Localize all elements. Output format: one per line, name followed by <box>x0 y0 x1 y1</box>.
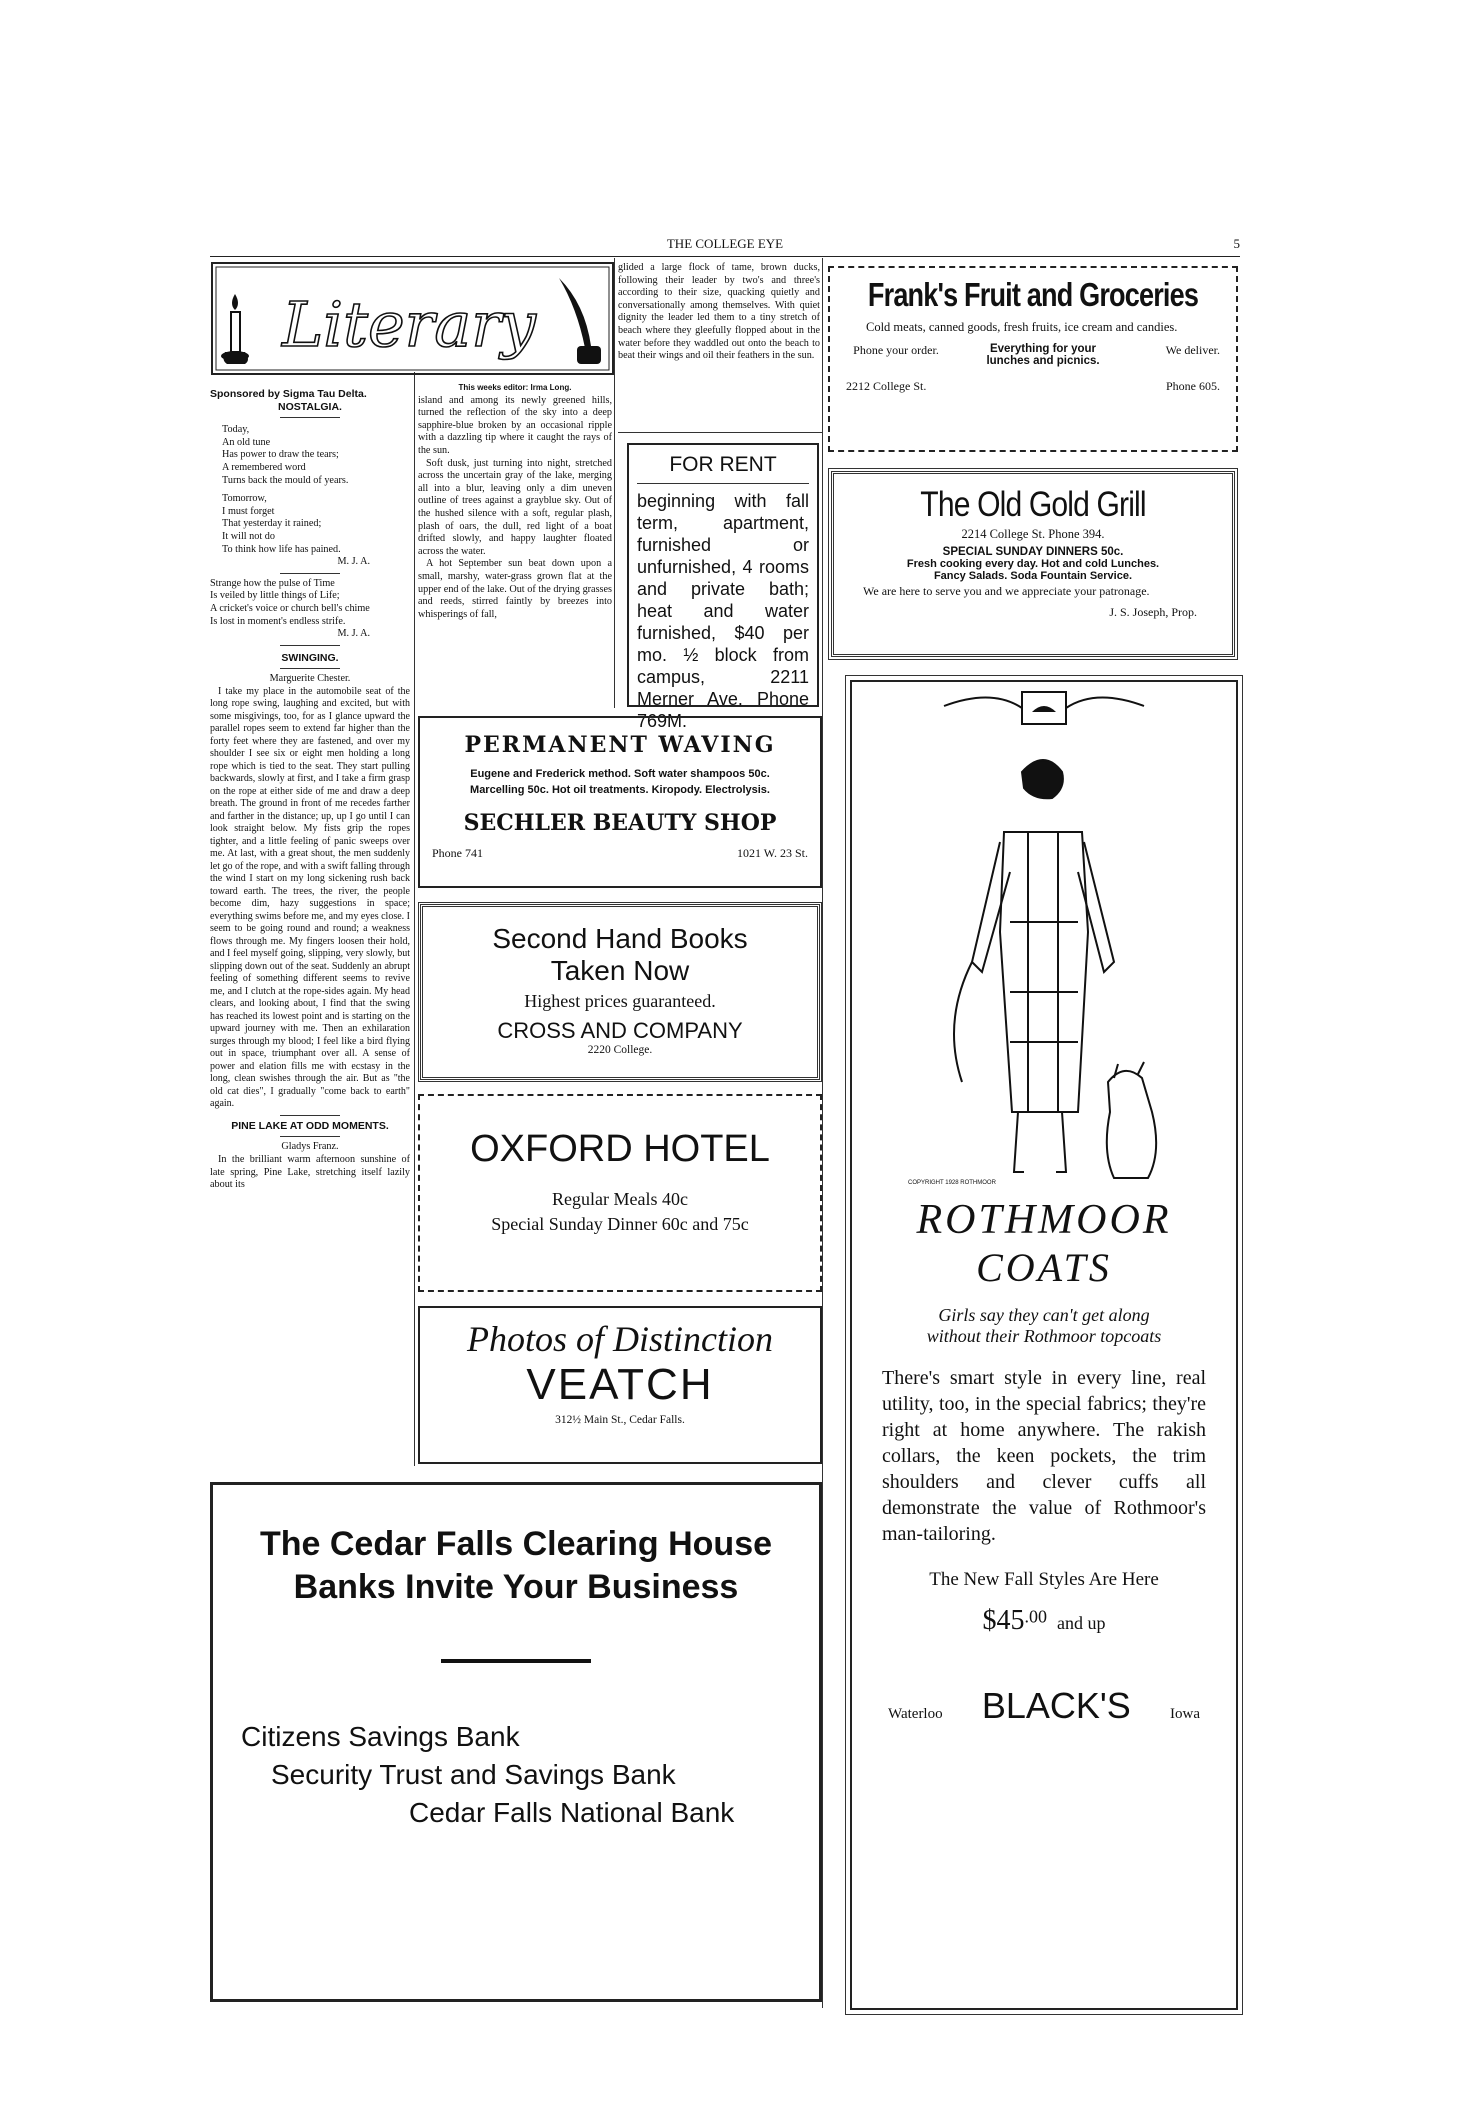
dog-icon <box>1107 1062 1156 1178</box>
rothmoor-illustration <box>852 682 1236 1202</box>
rothmoor-ad <box>850 680 1238 2010</box>
poem-line: A cricket's voice or church bell's chime <box>210 602 370 614</box>
poem-line: Is lost in moment's endless strife. <box>210 615 346 627</box>
swinging-text: I take my place in the automobile seat of the long rope swing, laughing and excited, but with some misgivings, too, for as I glance upward the parallel ropes seem to extend far higher than the forty feet where they are fastened, and over my shoulder I see six or eight men holding a long rope which is tied to the seat. They start pulling backwards, slowly at first, and I take a firm grasp on the rope at either side of me and draw a deep breath. The ground in front of me recedes farther and farther in the distance; up, up I go until I can look straight below. My fists grip the ropes tighter, and a little feeling of panic sweeps over me. At last, with a great shout, the men suddenly let go of the rope, and with a swift falling through the wind I start on my long sickening rush back toward earth. The trees, the river, the people become dim, hazy suggestions in space; everything swims before me, and my eyes close. I seem to be going round and round; a weakness flows through me. My fingers loosen their hold, and I feel myself going, slipping, very slowly, but slipping down out of the seat. Suddenly an abrupt feeling of something different seems to revive me, and I clutch at the rope-sides again. My head clears, and looking about, I find that the swing has reached its lowest point and is starting on the upward journey with me. Then an exhilaration surges through my blood; I feel like a bird flying out in space, triumphant over all. A sense of power and elation fills me with ecstasy in the long, clean swishes through the air. But as "the old cat dies", I gradually "come back to earth" again. <box>210 685 410 1110</box>
store-state: Iowa <box>1170 1706 1200 1722</box>
literary-banner-text: Literary <box>282 288 536 361</box>
store-name: BLACK'S <box>981 1685 1131 1726</box>
grill-special: SPECIAL SUNDAY DINNERS 50c. <box>942 546 1124 558</box>
poem-line: It will not do <box>222 530 275 542</box>
poem-line: Tomorrow, <box>222 493 267 505</box>
nostalgia-stanza-3 <box>210 578 410 628</box>
franks-line: Cold meats, canned goods, fresh fruits, ice cream and candies. <box>866 320 1178 334</box>
ornament-icon <box>944 692 1144 724</box>
swinging-author: Marguerite Chester. <box>269 673 351 685</box>
literary-sponsor: Sponsored by Sigma Tau Delta. <box>210 388 367 400</box>
price-cents: .00 <box>1024 1606 1047 1627</box>
poem-line: Turns back the mould of years. <box>222 474 349 486</box>
veatch-tagline: Photos of Distinction <box>467 1319 773 1359</box>
franks-row <box>830 335 1236 367</box>
swinging-title: SWINGING. <box>281 651 339 664</box>
poem-line: Strange how the pulse of Time <box>210 577 335 589</box>
poem-line: Has power to draw the tears; <box>222 449 339 461</box>
store-city: Waterloo <box>888 1706 943 1722</box>
grill-signature: J. S. Joseph, Prop. <box>1109 605 1197 619</box>
pine-lake-text-3: Soft dusk, just turning into night, stretched across the uncertain gray of the lake, merging all into a blur, leaving only a dim uneven outline of trees against a grayblue sky. Out of the hushed silence with a soft, regular plash, plash of oars, the dull, red light of a boat drifted slowly, and happy laughter floated across the water. <box>418 457 612 557</box>
grill-ad <box>828 468 1238 660</box>
grill-line-3: Fancy Salads. Soda Fountain Service. <box>933 570 1133 582</box>
price-suffix: and up <box>1057 1613 1106 1633</box>
waving-line-1: Eugene and Frederick method. Soft water shampoos 50c. <box>470 768 770 780</box>
grill-title: The Old Gold Grill <box>920 485 1146 524</box>
poem-line: An old tune <box>222 436 271 448</box>
nostalgia-title: NOSTALGIA. <box>278 400 342 413</box>
waving-footer <box>420 836 820 861</box>
waving-title: PERMANENT WAVING <box>464 732 776 758</box>
books-line-3: Highest prices guaranteed. <box>524 991 716 1011</box>
banks-title-1: The Cedar Falls Clearing House <box>259 1525 773 1563</box>
for-rent-title: FOR RENT <box>669 453 777 476</box>
candle-icon <box>221 294 249 364</box>
woman-figure <box>954 760 1114 1172</box>
literary-column-1 <box>210 388 410 1192</box>
rothmoor-price <box>852 1605 1236 1637</box>
pine-lake-text-5: glided a large flock of tame, brown ducks, following their leader by two's and three's according to their size, quacking quietly and conversationally among themselves. With quiet dignity the leader led them to a tiny stretch of beach where they gleefully flopped about in the water before they waddled out onto the beach to beat their wings and oil their feathers in the sun. <box>618 262 820 362</box>
oxford-line-2: Special Sunday Dinner 60c and 75c <box>491 1214 749 1234</box>
franks-footer <box>830 367 1236 394</box>
nostalgia-stanza-1 <box>210 424 410 487</box>
bank-3: Cedar Falls National Bank <box>409 1797 735 1828</box>
pine-lake-text-1: In the brilliant warm afternoon sunshine of late spring, Pine Lake, stretching itself lazily about its <box>210 1154 410 1191</box>
separator <box>280 668 340 669</box>
poem-line: That yesterday it rained; <box>222 518 322 530</box>
oxford-ad <box>418 1094 822 1292</box>
signature: M. J. A. <box>337 556 370 568</box>
bank-1: Citizens Savings Bank <box>241 1721 520 1752</box>
banks-divider <box>441 1659 591 1663</box>
for-rent-ad <box>627 443 819 731</box>
rothmoor-footer <box>852 1637 1236 1727</box>
franks-left: Phone your order. <box>853 343 939 357</box>
poem-line: Today, <box>222 424 250 436</box>
waving-ad <box>418 716 822 888</box>
column-rule <box>618 432 822 433</box>
literary-editor: This weeks editor: Irma Long. <box>458 383 572 392</box>
rothmoor-coats: COATS <box>976 1245 1112 1290</box>
nostalgia-stanza-2 <box>210 493 410 556</box>
poem-line: I must forget <box>222 505 275 517</box>
column-divider <box>414 372 415 1466</box>
rothmoor-body: There's smart style in every line, real utility, too, in the special fabrics; they're right at home anywhere. The rakish collars, the keen pockets, the trim shoulders and clever cuffs all demonstrate the value of Rothmoor's man-tailoring. <box>882 1367 1206 1545</box>
banks-ad <box>210 1482 822 2002</box>
banks-title-2: Banks Invite Your Business <box>293 1568 739 1606</box>
rothmoor-brand: ROTHMOOR <box>916 1197 1172 1243</box>
veatch-ad <box>418 1306 822 1464</box>
veatch-name: VEATCH <box>526 1360 714 1409</box>
quill-inkwell-icon <box>559 278 601 364</box>
poem-line: Is veiled by little things of Life; <box>210 590 340 602</box>
literary-banner-art <box>213 264 612 373</box>
oxford-title: OXFORD HOTEL <box>470 1128 770 1170</box>
grill-address: 2214 College St. Phone 394. <box>961 527 1105 541</box>
books-company: CROSS AND COMPANY <box>497 1018 743 1043</box>
separator <box>280 1115 340 1116</box>
bank-2: Security Trust and Savings Bank <box>271 1759 676 1790</box>
franks-phone: Phone 605. <box>1166 379 1220 393</box>
column-divider <box>822 258 823 2008</box>
veatch-address: 312½ Main St., Cedar Falls. <box>555 1414 685 1426</box>
literary-banner <box>211 262 614 375</box>
rothmoor-styles: The New Fall Styles Are Here <box>929 1569 1159 1590</box>
literary-column-3 <box>618 262 820 363</box>
grill-line-4: We are here to serve you and we appreciate your patronage. <box>863 584 1150 598</box>
rothmoor-tagline-1: Girls say they can't get along <box>938 1305 1150 1325</box>
books-line-1: Second Hand Books <box>492 923 748 954</box>
poem-line: To think how life has pained. <box>222 543 341 555</box>
literary-column-2 <box>418 382 612 621</box>
franks-ad <box>828 266 1238 452</box>
waving-phone: Phone 741 <box>432 846 483 860</box>
oxford-line-1: Regular Meals 40c <box>552 1189 688 1209</box>
page-number: 5 <box>1233 236 1240 251</box>
waving-address: 1021 W. 23 St. <box>736 846 808 860</box>
for-rent-body: beginning with fall term, apartment, furnished or unfurnished, 4 rooms and private bath; heat and water furnished, $40 per mo. ½ block from campus, 2211 Merner Ave. Phone 769M. <box>637 491 809 731</box>
franks-mid: Everything for your lunches and picnics. <box>986 343 1100 367</box>
waving-line-2: Marcelling 50c. Hot oil treatments. Kiropody. Electrolysis. <box>470 784 770 796</box>
rothmoor-copyright: COPYRIGHT 1928 ROTHMOOR <box>908 1180 996 1186</box>
separator <box>280 417 340 418</box>
pine-lake-title: PINE LAKE AT ODD MOMENTS. <box>231 1119 389 1132</box>
separator <box>280 1136 340 1137</box>
rothmoor-tagline-2: without their Rothmoor topcoats <box>926 1326 1162 1346</box>
price-main: $45 <box>982 1605 1025 1636</box>
pine-lake-text-4: A hot September sun beat down upon a small, marshy, water-grass grown flat at the upper end of the lake. Out of the drying grasses and reeds, stirred faintly by breezes into whisperings of fall, <box>418 558 612 620</box>
books-address: 2220 College. <box>587 1044 653 1056</box>
books-ad <box>418 902 822 1082</box>
grill-line-2: Fresh cooking every day. Hot and cold Lunches. <box>906 558 1160 570</box>
franks-title: Frank's Fruit and Groceries <box>867 276 1199 313</box>
franks-address: 2212 College St. <box>846 379 927 393</box>
pine-lake-author: Gladys Franz. <box>281 1141 339 1153</box>
franks-right: We deliver. <box>1165 343 1220 357</box>
pine-lake-text-2: island and among its newly greened hills, turned the reflection of the sky into a deep sapphire-blue broken by an occasional ripple with a dazzling tip where it caught the rays of the sun. <box>418 394 612 456</box>
newspaper-title: THE COLLEGE EYE <box>666 236 784 251</box>
books-line-2: Taken Now <box>550 955 690 986</box>
header-rule <box>210 256 1240 257</box>
signature: M. J. A. <box>337 628 370 640</box>
page-header <box>210 236 1240 252</box>
column-divider <box>614 258 615 708</box>
separator <box>280 573 340 574</box>
separator <box>280 645 340 646</box>
waving-shop: SECHLER BEAUTY SHOP <box>463 810 777 836</box>
poem-line: A remembered word <box>222 461 306 473</box>
